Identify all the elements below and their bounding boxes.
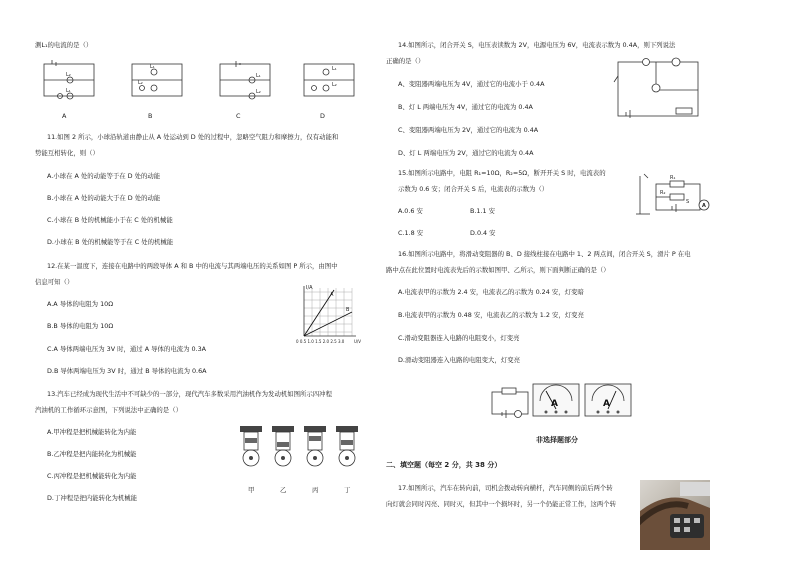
q16-option-c: C.滑动变阻器连入电路的电阻变小，灯变亮 — [398, 334, 520, 342]
graph-label-a: A — [330, 292, 334, 298]
q14-option-b: B、灯 L 两端电压为 4V，通过它的电流为 0.4A — [398, 103, 533, 111]
q16-ammeter-jia — [532, 383, 580, 417]
label-r1: R₁ — [670, 175, 676, 181]
q11-option-b: B.小球在 A 处的动能大于在 D 处的动能 — [47, 194, 161, 202]
circuit-a — [44, 60, 94, 99]
q15-option-a: A.0.6 安 — [398, 207, 423, 215]
q16-option-a: A.电流表甲的示数为 2.4 安，电流表乙的示数为 0.24 安，灯变暗 — [398, 288, 584, 296]
q16-option-b: B.电流表甲的示数为 0.48 安，电流表乙的示数为 1.2 安，灯变亮 — [398, 311, 584, 319]
q12-iu-graph — [294, 284, 360, 346]
q15-stem-cont: 示数为 0.6 安；闭合开关 S 后，电流表的示数为（） — [398, 185, 549, 193]
meter-yi-letter: A — [603, 399, 610, 409]
q10-label-c: C — [236, 112, 241, 120]
q17-car-photo — [640, 480, 710, 550]
engine-label-bing: 丙 — [312, 486, 319, 494]
q15-stem: 15.如图所示电路中，电阻 R₁=10Ω，R₂=5Ω，断开开关 S 时，电流表的 — [398, 169, 606, 177]
engine-jia — [240, 426, 262, 466]
q16-ammeter-yi — [584, 383, 632, 417]
q10-tail: 测L₁的电流的是（） — [35, 41, 93, 49]
circuit-c — [220, 61, 270, 99]
q14-stem: 14.如图所示，闭合开关 S，电压表读数为 2V，电源电压为 6V，电流表示数为 0.4A，则下列说法 — [398, 41, 676, 49]
q10-circuits — [40, 58, 340, 108]
q14-option-c: C、变阻器两端电压为 2V，通过它的电流为 0.4A — [398, 126, 539, 134]
q13-stem-cont: 汽油机的工作循环示意图，下列说法中正确的是（） — [35, 406, 182, 414]
q13-stem: 13.汽车已经成为现代生活中不可缺少的一部分，现代汽车多数采用汽油机作为发动机如图所示四冲程 — [47, 390, 332, 398]
q16-circuit — [488, 384, 532, 418]
q16-option-d: D.滑动变阻器连入电路的电阻变大，灯变亮 — [398, 356, 520, 364]
q13-option-b: B.乙冲程是把内能转化为机械能 — [47, 450, 137, 458]
q11-option-d: D.小球在 B 处的机械能等于在 C 处的机械能 — [47, 238, 174, 246]
meter-jia-letter: A — [551, 399, 558, 409]
q13-option-c: C.丙冲程是把机械能转化为内能 — [47, 472, 137, 480]
label-l2: L₂ — [66, 72, 71, 78]
q12-option-a: A.A 导体的电阻为 10Ω — [47, 300, 114, 308]
q13-engine-strokes — [236, 420, 366, 482]
q15-option-b: B.1.1 安 — [470, 207, 496, 215]
q12-stem: 12.在某一温度下，连接在电路中的两段导体 A 和 B 中的电流与其两端电压的关系如图 P 所示，由图中 — [47, 262, 338, 270]
label-ammeter: A — [702, 203, 706, 209]
q11-option-a: A.小球在 A 处的动能等于在 D 处的动能 — [47, 172, 161, 180]
label-l1: L₁ — [256, 73, 261, 79]
q15-circuit — [636, 170, 714, 220]
q11-option-c: C.小球在 B 处的机械能小于在 C 处的机械能 — [47, 216, 173, 224]
graph-y-label: I/A — [306, 285, 313, 291]
q14-option-d: D、灯 L 两端电压为 2V，通过它的电流为 0.4A — [398, 149, 534, 157]
q13-option-d: D.丁冲程是把内能转化为机械能 — [47, 494, 138, 502]
engine-label-ding: 丁 — [344, 486, 351, 494]
q17-stem: 17.如图所示，汽车在转向前，司机会拨动转向横杆，汽车同侧的前后两个转 — [398, 484, 613, 492]
q16-stem-cont: 路中点在此位置时电流表先后的示数如图甲、乙所示，则下面判断正确的是（） — [386, 266, 610, 274]
label-l1: L₁ — [150, 64, 155, 70]
label-l2: L₂ — [332, 82, 337, 88]
label-l2: L₂ — [138, 80, 143, 86]
q15-option-d: D.0.4 安 — [470, 229, 496, 237]
label-r2: R₂ — [660, 190, 666, 196]
q10-label-b: B — [148, 112, 153, 120]
q17-stem-cont: 向灯就会同时闪亮、同时灭，但其中一个损坏时，另一个仍能正常工作，这两个转 — [386, 500, 617, 508]
q12-option-b: B.B 导体的电阻为 10Ω — [47, 322, 114, 330]
q11-stem: 11.如图 2 所示，小球沿轨道由静止从 A 处运动到 D 处的过程中，忽略空气阻力和摩擦力，仅有动能和 — [47, 133, 339, 141]
label-s: S — [686, 199, 690, 205]
label-l1: L₁ — [66, 88, 71, 94]
q14-option-a: A、变阻器两端电压为 4V，通过它的电流小于 0.4A — [398, 80, 545, 88]
q12-stem-cont: 信息可知（） — [35, 278, 74, 286]
section-title: 非选择题部分 — [536, 436, 578, 444]
q12-option-d: D.B 导体两端电压为 3V 时，通过 B 导体的电流为 0.6A — [47, 367, 207, 375]
label-l1: L₁ — [332, 66, 337, 72]
q14-stem-cont: 正确的是（） — [386, 57, 425, 65]
q14-circuit — [612, 56, 704, 122]
q10-label-a: A — [62, 112, 67, 120]
engine-label-jia: 甲 — [248, 486, 255, 494]
q10-label-d: D — [320, 112, 325, 120]
graph-x-ticks: 0 0.5 1.0 1.5 2.0 2.5 3.0 — [296, 339, 345, 344]
engine-bing — [304, 426, 326, 466]
q13-option-a: A.甲冲程是把机械能转化为内能 — [47, 428, 137, 436]
q16-stem: 16.如图所示电路中，将滑动变阻器的 B、D 接线柱接在电路中 1、2 两点间，闭合开关 S，滑片 P 在电 — [398, 250, 691, 258]
graph-label-b: B — [346, 307, 350, 313]
part2-title: 二、填空题（每空 2 分，共 38 分） — [386, 461, 502, 469]
label-l2: L₂ — [256, 89, 261, 95]
graph-x-label: U/V — [354, 339, 362, 344]
circuit-b — [132, 64, 182, 96]
q15-option-c: C.1.8 安 — [398, 229, 424, 237]
q11-stem-cont: 势能互相转化，则（） — [35, 149, 99, 157]
circuit-d — [304, 64, 354, 96]
engine-ding — [336, 426, 358, 466]
engine-label-yi: 乙 — [280, 486, 287, 494]
q12-option-c: C.A 导体两端电压为 3V 时，通过 A 导体的电流为 0.3A — [47, 345, 207, 353]
engine-yi — [272, 426, 294, 466]
